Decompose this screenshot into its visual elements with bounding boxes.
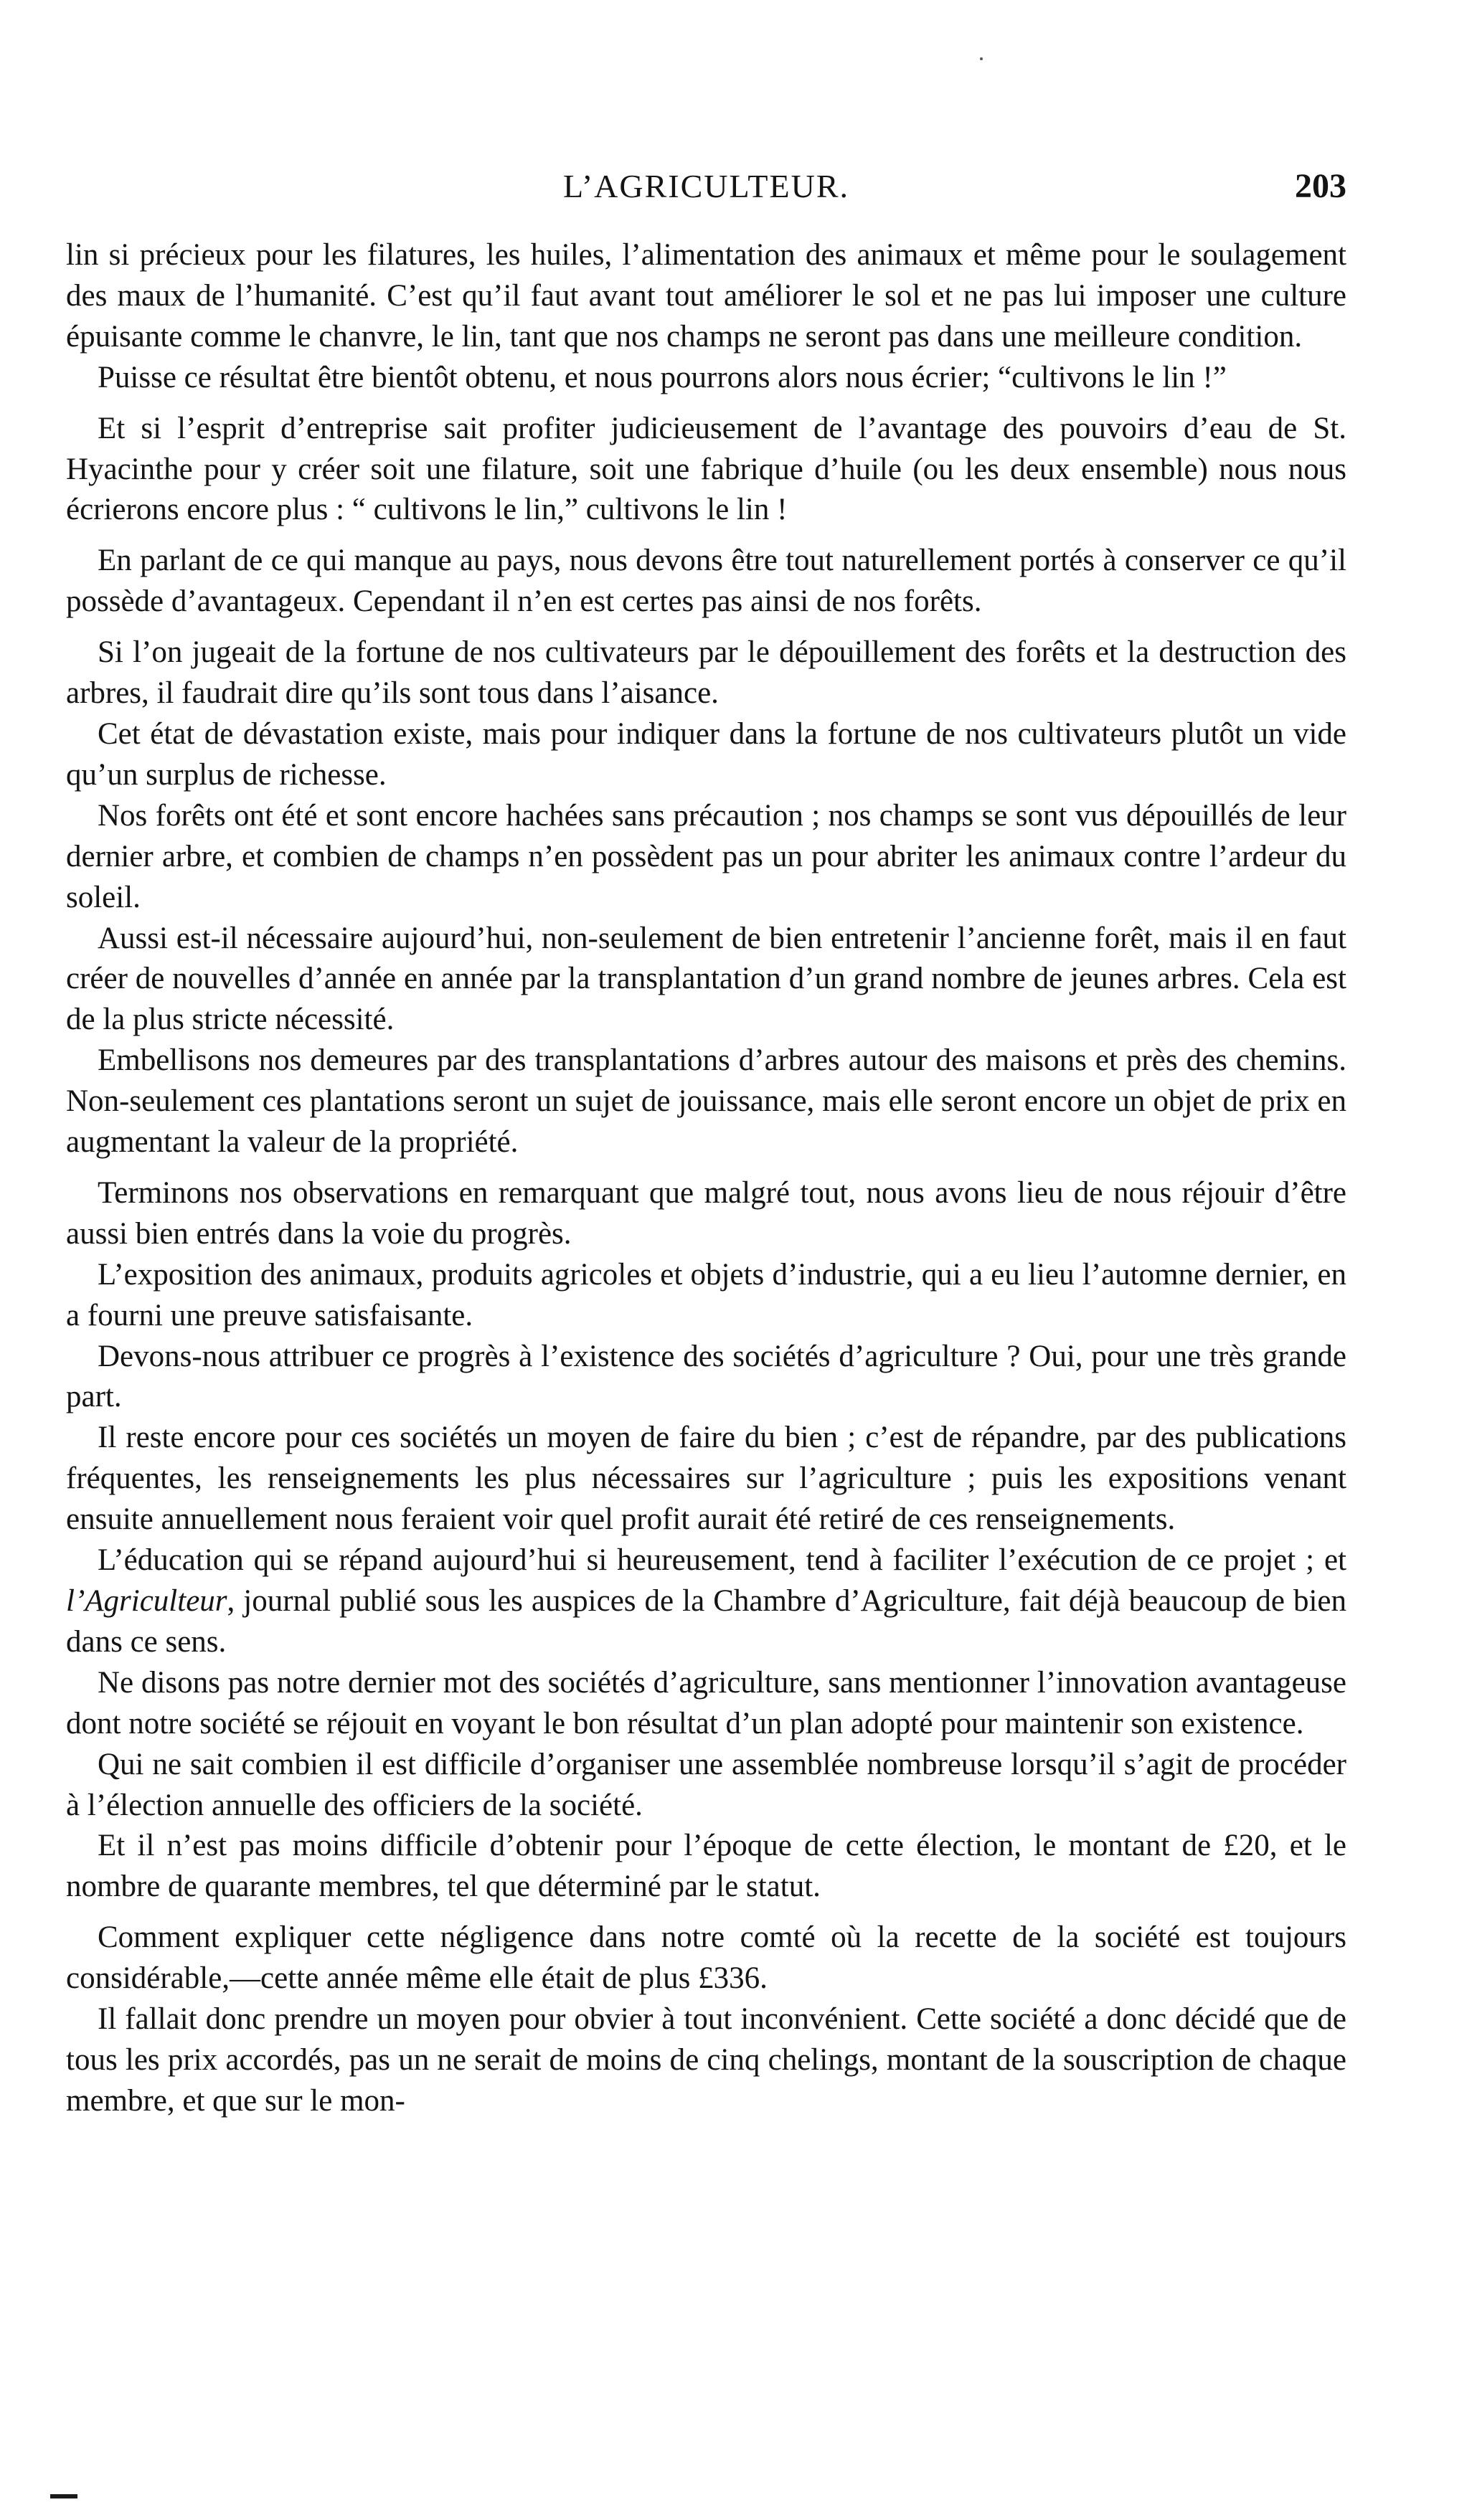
page-number: 203 (1295, 167, 1346, 205)
body-text (66, 235, 1346, 2415)
journal-title: l’Agriculteur (66, 1584, 227, 1618)
paragraph: Et si l’esprit d’entreprise sait profiter judicieusement de l’avantage des pouvoirs d’eau de St. Hyacinthe pour y créer soit une filature, soit une fabrique d’huile (ou les deux ensemble) nous nous écrierons encore plus : “ cultivons le lin,” cultivons le lin ! (66, 411, 1346, 527)
scan-speck (980, 57, 983, 60)
paragraph: Cet état de dévastation existe, mais pour indiquer dans la fortune de nos cultivateurs plutôt un vide qu’un surplus de richesse. (66, 716, 1346, 792)
paragraph: Il reste encore pour ces sociétés un moyen de faire du bien ; c’est de répandre, par des publications fréquentes, les renseignements les plus nécessaires sur l’agriculture ; puis les expositions venant ensuite annuellement nous feraient voir quel profit aurait été retiré de ces renseignements. (66, 1421, 1346, 1537)
paragraph: Nos forêts ont été et sont encore hachées sans précaution ; nos champs se sont vus dépouillés de leur dernier arbre, et combien de champs n’en possèdent pas un pour abriter les animaux contre l’ardeur du soleil. (66, 798, 1346, 914)
paragraph: Puisse ce résultat être bientôt obtenu, et nous pourrons alors nous écrier; “cultivons le lin !” (98, 360, 1227, 394)
paragraph: Terminons nos observations en remarquant que malgré tout, nous avons lieu de nous réjouir d’être aussi bien entrés dans la voie du progrès. (66, 1175, 1346, 1251)
footer-rule (50, 2494, 77, 2498)
paragraph-education (66, 1540, 1346, 1663)
paragraph: Si l’on jugeait de la fortune de nos cultivateurs par le dépouillement des forêts et la destruction des arbres, il faudrait dire qu’ils sont tous dans l’aisance. (66, 635, 1346, 711)
paragraph-text: , journal publié sous les auspices de la Chambre d’Agriculture, fait déjà beaucoup de bien dans ce sens. (66, 1584, 1346, 1659)
paragraph: En parlant de ce qui manque au pays, nous devons être tout naturellement portés à conserver ce qu’il possède d’avantageux. Cependant il n’en est certes pas ainsi de nos forêts. (66, 544, 1346, 619)
paragraph: Qui ne sait combien il est difficile d’organiser une assemblée nombreuse lorsqu’il s’agit de procéder à l’élection annuelle des officiers de la société. (66, 1747, 1346, 1822)
paragraph-text: L’éducation qui se répand aujourd’hui si heureusement, tend à faciliter l’exécution de ce projet ; et (98, 1543, 1346, 1578)
page-header (66, 165, 1346, 208)
paragraph: Aussi est-il nécessaire aujourd’hui, non-seulement de bien entretenir l’ancienne forêt, mais il en faut créer de nouvelles d’année en année par la transplantation d’un grand nombre de jeunes arbres. Cela est de la plus stricte nécessité. (66, 921, 1346, 1037)
paragraph: lin si précieux pour les filatures, les huiles, l’alimentation des animaux et même pour le soulagement des maux de l’humanité. C’est qu’il faut avant tout améliorer le sol et ne pas lui imposer une culture épuisante comme le chanvre, le lin, tant que nos champs ne seront pas dans une meilleure condition. (66, 238, 1346, 354)
paragraph: Comment expliquer cette négligence dans notre comté où la recette de la société est toujours considérable,—cette année même elle était de plus £336. (66, 1920, 1346, 1996)
paragraph: Et il n’est pas moins difficile d’obtenir pour l’époque de cette élection, le montant de £20, et le nombre de quarante membres, tel que déterminé par le statut. (66, 1829, 1346, 1904)
paragraph: Devons-nous attribuer ce progrès à l’existence des sociétés d’agriculture ? Oui, pour une très grande part. (66, 1339, 1346, 1414)
paragraph: Il fallait donc prendre un moyen pour obvier à tout inconvénient. Cette société a donc décidé que de tous les prix accordés, pas un ne serait de moins de cinq chelings, montant de la souscription de chaque membre, et que sur le mon- (66, 2002, 1346, 2118)
paragraph: Embellisons nos demeures par des transplantations d’arbres autour des maisons et près des chemins. Non-seulement ces plantations seront un sujet de jouissance, mais elle seront encore un objet de prix en augmentant la valeur de la propriété. (66, 1043, 1346, 1160)
paragraph: L’exposition des animaux, produits agricoles et objets d’industrie, qui a eu lieu l’automne dernier, en a fourni une preuve satisfaisante. (66, 1257, 1346, 1332)
running-title: L’AGRICULTEUR. (562, 168, 849, 204)
paragraph: Ne disons pas notre dernier mot des sociétés d’agriculture, sans mentionner l’innovation avantageuse dont notre société se réjouit en voyant le bon résultat d’un plan adopté pour maintenir son existence. (66, 1665, 1346, 1740)
